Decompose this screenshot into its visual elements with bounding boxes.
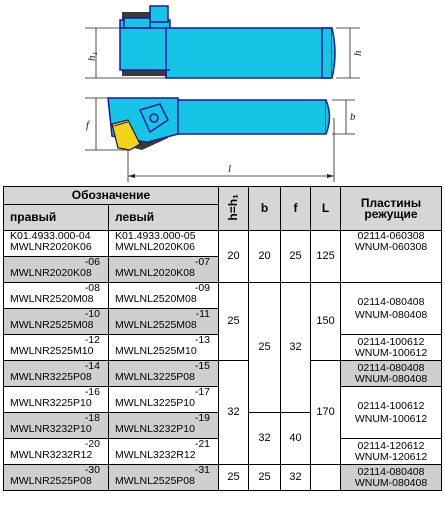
- right-code-cell: -10 MWLNR2525M08: [4, 309, 109, 335]
- left-code-cell: -15 MWLNL3225P08: [109, 361, 219, 387]
- b-value: 25: [249, 283, 281, 413]
- plate-cell: 02114-080408 WNUM-080408: [341, 283, 442, 335]
- dim-h1-label: h₁: [86, 51, 98, 61]
- h-header: h=h₁: [219, 187, 249, 231]
- L-header: L: [311, 187, 341, 231]
- dim-l-label: l: [228, 163, 232, 175]
- left-code-cell: -31 MWLNL2525P08: [109, 465, 219, 491]
- right-code-cell: -12 MWLNR2525M10: [4, 335, 109, 361]
- table-row: [4, 465, 442, 491]
- right-code-cell: -06 MWLNR2020K08: [4, 257, 109, 283]
- plate-cell: 02114-100612 WNUM-100612: [341, 387, 442, 439]
- right-code-cell: -08 MWLNR2520M08: [4, 283, 109, 309]
- left-code-cell: -17 MWLNL3225P10: [109, 387, 219, 413]
- plate-cell: 02114-100612 WNUM-100612: [341, 335, 442, 361]
- table-row: [4, 231, 442, 257]
- left-code-cell: -09 MWLNL2520M08: [109, 283, 219, 309]
- designation-header: Обозначение: [4, 187, 219, 205]
- h-value: 25: [219, 283, 249, 361]
- b-value: 32: [249, 413, 281, 465]
- left-code-cell: -07 MWLNL2020K08: [109, 257, 219, 283]
- h-value: 32: [219, 361, 249, 465]
- tool-spec-table: [3, 186, 442, 491]
- L-value: [311, 465, 341, 491]
- plate-cell: 02114-080408 WNUM-080408: [341, 361, 442, 387]
- right-code-cell: -18 MWLNR3232P10: [4, 413, 109, 439]
- dim-b-label: b: [350, 111, 356, 123]
- f-value: 40: [281, 413, 311, 465]
- left-code-cell: -13 MWLNL2525M10: [109, 335, 219, 361]
- table-row: [4, 283, 442, 309]
- left-code-cell: -21 MWLNL3232R12: [109, 439, 219, 465]
- plate-cell: 02114-120612 WNUM-120612: [341, 439, 442, 465]
- holder-plan-view: [85, 98, 356, 182]
- right-code-cell: K01.4933.000-04 MWLNR2020K06: [4, 231, 109, 257]
- left-code-cell: -11 MWLNL2525M08: [109, 309, 219, 335]
- inserts-header: Пластины режущие: [341, 187, 442, 231]
- left-code-cell: K01.4933.000-05 MWLNL2020K06: [109, 231, 219, 257]
- f-value: 32: [281, 465, 311, 491]
- right-code-cell: -20 MWLNR3232R12: [4, 439, 109, 465]
- right-hand-header: правый: [4, 205, 109, 231]
- right-code-cell: -30 MWLNR2525P08: [4, 465, 109, 491]
- h-value: 20: [219, 231, 249, 283]
- h-value: 25: [219, 465, 249, 491]
- plate-cell: 02114-080408 WNUM-080408: [341, 465, 442, 491]
- right-code-cell: -16 MWLNR3225P10: [4, 387, 109, 413]
- f-value: 32: [281, 283, 311, 413]
- holder-side-view: [85, 6, 364, 78]
- b-value: 20: [249, 231, 281, 283]
- dim-f-label: f: [86, 119, 90, 131]
- right-code-cell: -14 MWLNR3225P08: [4, 361, 109, 387]
- L-value: 170: [311, 361, 341, 465]
- left-hand-header: левый: [109, 205, 219, 231]
- f-header: f: [281, 187, 311, 231]
- L-value: 125: [311, 231, 341, 283]
- dim-h-label: h: [352, 50, 364, 56]
- tool-holder-drawing: [0, 0, 445, 185]
- f-value: 25: [281, 231, 311, 283]
- L-value: 150: [311, 283, 341, 361]
- table-row: [4, 361, 442, 387]
- plate-cell: 02114-060308 WNUM-060308: [341, 231, 442, 283]
- b-header: b: [249, 187, 281, 231]
- b-value: 25: [249, 465, 281, 491]
- left-code-cell: -19 MWLNL3232P10: [109, 413, 219, 439]
